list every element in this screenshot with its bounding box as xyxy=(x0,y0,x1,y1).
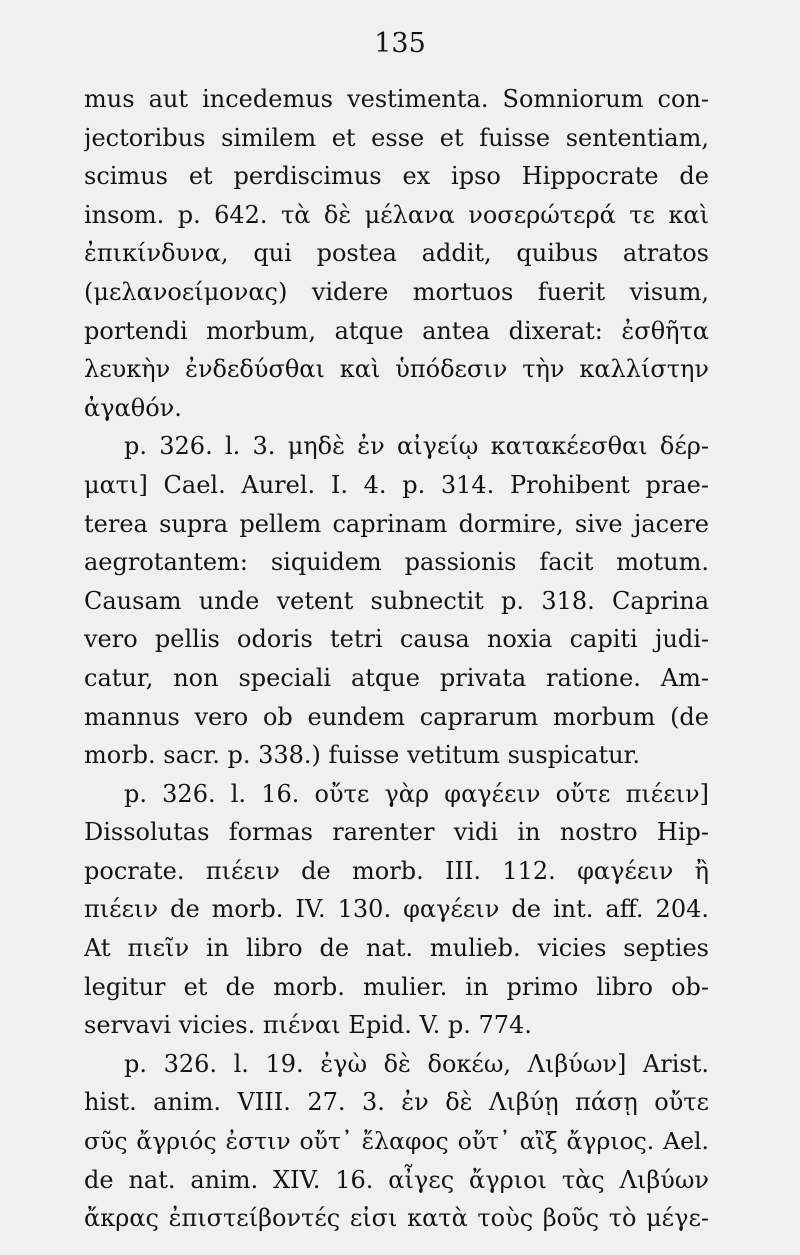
text-line: λευκὴν ἐνδεδύσθαι καὶ ὑπόδεσιν τὴν καλλίστην xyxy=(84,355,709,384)
text-line: πιέειν de morb. IV. 130. φαγέειν de int. aff. 204. xyxy=(84,895,709,924)
text-line: ματι] Cael. Aurel. I. 4. p. 314. Prohibent prae- xyxy=(84,470,709,499)
text-line: Causam unde vetent subnectit p. 318. Caprina xyxy=(84,586,709,615)
text-line: ἀγαθόν. xyxy=(84,393,182,422)
text-line: mus aut incedemus vestimenta. Somniorum con- xyxy=(84,85,709,113)
text-line: insom. p. 642. τὰ δὲ μέλανα νοσερώτερά τε καὶ xyxy=(84,200,709,229)
text-line: pocrate. πιέειν de morb. III. 112. φαγέειν ἢ xyxy=(84,856,709,885)
text-line: terea supra pellem caprinam dormire, sive jacere xyxy=(84,509,709,538)
text-line: aegrotantem: siquidem passionis facit motum. xyxy=(84,548,709,577)
text-line: ἄκρας ἐπιστείβοντές εἰσι κατὰ τοὺς βοῦς τὸ μέγε- xyxy=(84,1204,709,1233)
text-line: morb. sacr. p. 338.) fuisse vetitum suspicatur. xyxy=(84,741,641,770)
text-line: jectoribus similem et esse et fuisse sententiam, xyxy=(84,123,709,152)
text-line: σῦς ἄγριός ἐστιν οὔτ᾽ ἔλαφος οὔτ᾽ αἲξ ἄγριος. Ael. xyxy=(84,1127,709,1156)
text-line: portendi morbum, atque antea dixerat: ἐσθῆτα xyxy=(84,316,709,345)
body-text xyxy=(84,80,709,1238)
text-line: vero pellis odoris tetri causa noxia capiti judi- xyxy=(84,625,709,654)
text-line: hist. anim. VIII. 27. 3. ἐν δὲ Λιβύῃ πάσῃ οὔτε xyxy=(84,1088,709,1117)
text-line: de nat. anim. XIV. 16. αἶγες ἄγριοι τὰς Λιβύων xyxy=(84,1165,709,1194)
page-number: 135 xyxy=(374,28,426,59)
text-line: ἐπικίνδυνα, qui postea addit, quibus atratos xyxy=(84,239,709,268)
text-line: catur, non speciali atque privata ratione. Am- xyxy=(84,663,709,692)
text-line: At πιεῖν in libro de nat. mulieb. vicies septies xyxy=(84,934,709,963)
text-line: p. 326. l. 16. οὔτε γὰρ φαγέειν οὔτε πιέειν] xyxy=(124,779,709,808)
text-line: p. 326. l. 19. ἐγὼ δὲ δοκέω, Λιβύων] Arist. xyxy=(124,1049,709,1078)
text-line: scimus et perdiscimus ex ipso Hippocrate de xyxy=(84,162,709,191)
text-line: Dissolutas formas rarenter vidi in nostro Hip- xyxy=(84,818,709,847)
text-line: legitur et de morb. mulier. in primo libro ob- xyxy=(84,972,709,1001)
text-line: (μελανοείμονας) videre mortuos fuerit visum, xyxy=(84,277,709,306)
text-line: mannus vero ob eundem caprarum morbum (de xyxy=(84,702,709,731)
text-line: p. 326. l. 3. μηδὲ ἐν αἰγείῳ κατακέεσθαι δέρ- xyxy=(124,432,709,461)
text-line: servavi vicies. πιέναι Epid. V. p. 774. xyxy=(84,1011,532,1040)
